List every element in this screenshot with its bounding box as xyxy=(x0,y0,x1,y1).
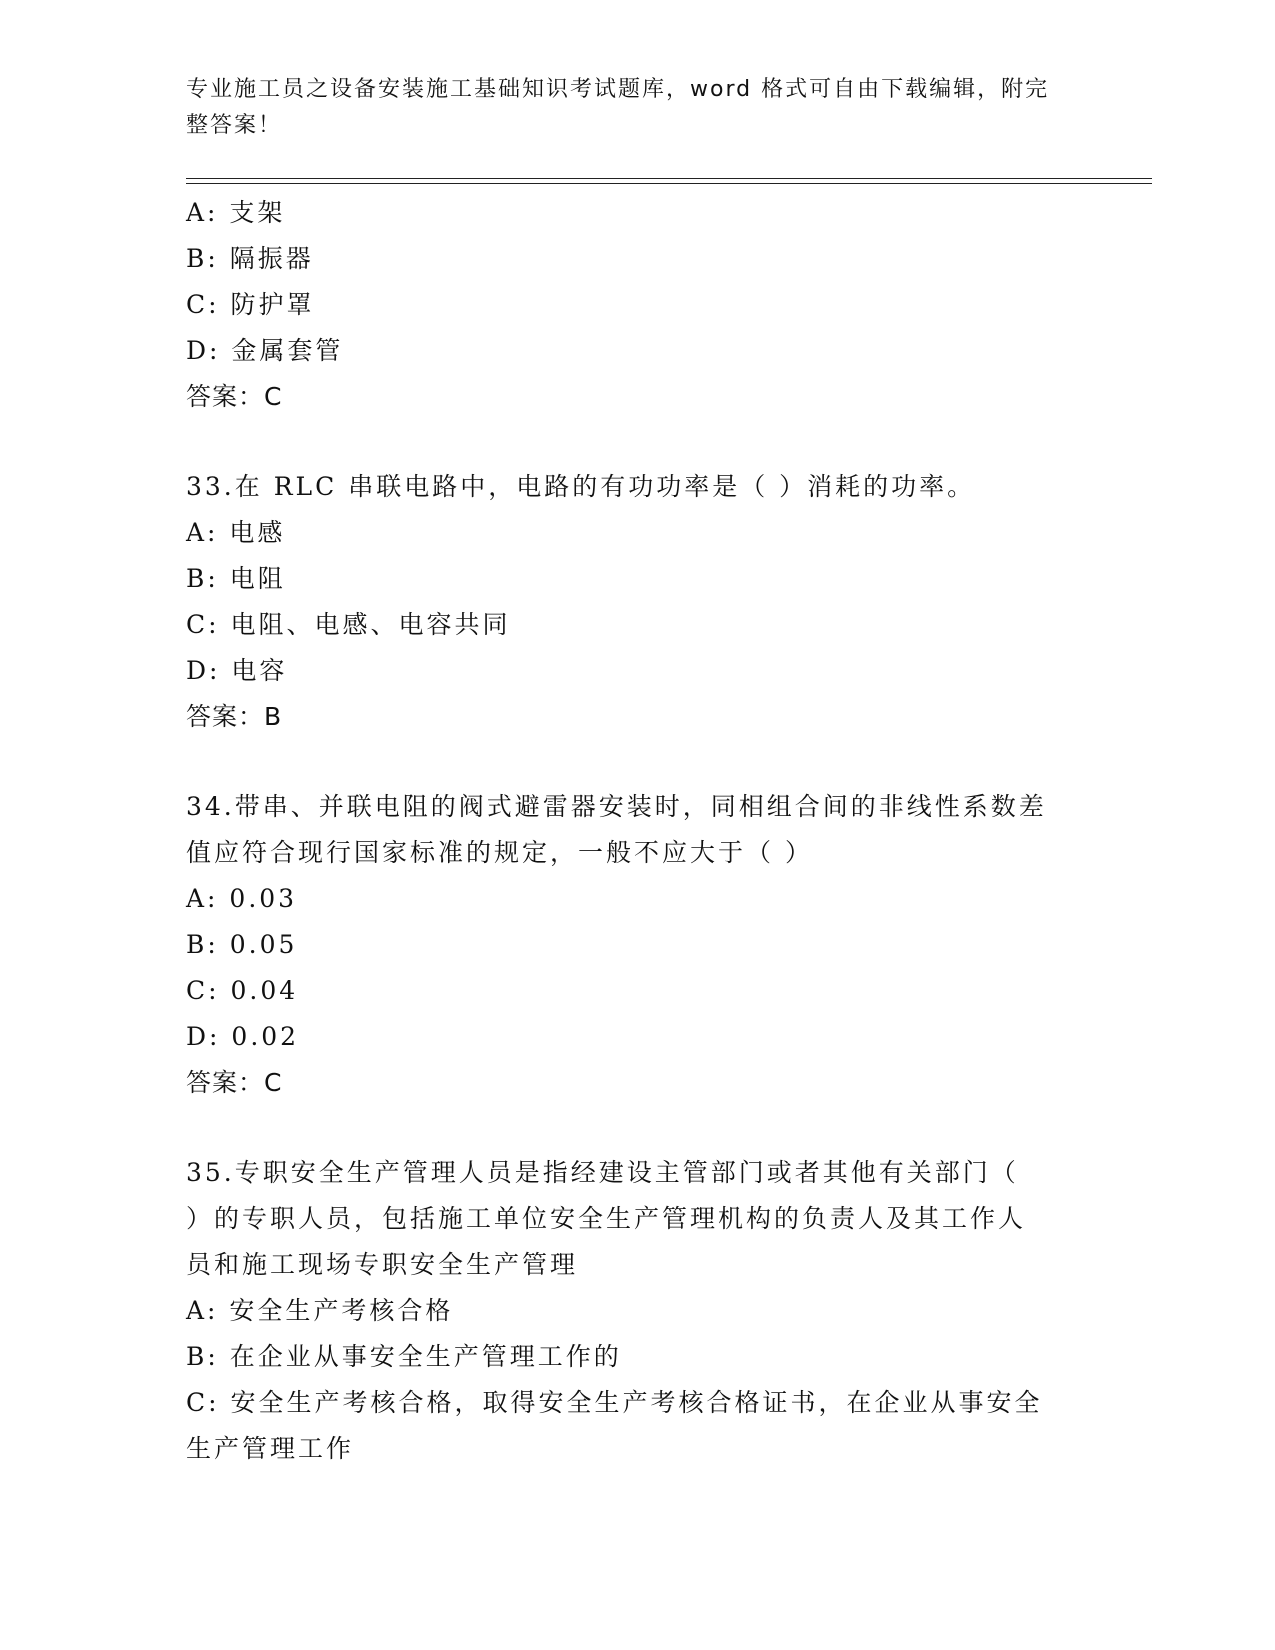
answer-label: 答案：C xyxy=(186,382,283,411)
option-c: C: 0.04 xyxy=(186,976,299,1005)
option-a: A: 0.03 xyxy=(186,884,298,913)
answer-label: 答案：B xyxy=(186,702,283,731)
option-c: C: 安全生产考核合格，取得安全生产考核合格证书，在企业从事安全 xyxy=(186,1388,1043,1417)
option-b: B: 电阻 xyxy=(186,564,286,593)
option-d: D: 金属套管 xyxy=(186,336,344,365)
option-c-continued: 生产管理工作 xyxy=(186,1434,355,1463)
question-stem: 33.在 RLC 串联电路中，电路的有功功率是（ ）消耗的功率。 xyxy=(186,472,976,501)
spacer xyxy=(186,740,1086,784)
spacer xyxy=(186,420,1086,464)
option-b: B: 0.05 xyxy=(186,930,298,959)
question-stem-line-3: 员和施工现场专职安全生产管理 xyxy=(186,1250,579,1279)
option-b: B: 隔振器 xyxy=(186,244,314,273)
document-header xyxy=(186,72,1066,144)
header-divider-top xyxy=(186,178,1152,179)
option-a: A: 电感 xyxy=(186,518,286,547)
question-block-34 xyxy=(186,784,1086,1106)
question-stem-line-2: 值应符合现行国家标准的规定，一般不应大于（ ） xyxy=(186,838,813,867)
question-list xyxy=(186,190,1086,1472)
question-stem-line-1: 34.带串、并联电阻的阀式避雷器安装时，同相组合间的非线性系数差 xyxy=(186,792,1047,821)
header-title: 专业施工员之设备安装施工基础知识考试题库，word 格式可自由下载编辑，附完整答案！ xyxy=(186,77,1050,138)
option-c: C: 防护罩 xyxy=(186,290,315,319)
option-a: A: 支架 xyxy=(186,198,286,227)
question-stem-line-1: 35.专职安全生产管理人员是指经建设主管部门或者其他有关部门（ xyxy=(186,1158,1019,1187)
option-d: D: 电容 xyxy=(186,656,288,685)
question-block-35 xyxy=(186,1150,1086,1472)
spacer xyxy=(186,1106,1086,1150)
answer-label: 答案：C xyxy=(186,1068,283,1097)
question-block-33 xyxy=(186,464,1086,740)
option-b: B: 在企业从事安全生产管理工作的 xyxy=(186,1342,622,1371)
header-divider-bottom xyxy=(186,183,1152,184)
question-block-prev xyxy=(186,190,1086,420)
option-a: A: 安全生产考核合格 xyxy=(186,1296,454,1325)
option-d: D: 0.02 xyxy=(186,1022,300,1051)
option-c: C: 电阻、电感、电容共同 xyxy=(186,610,511,639)
question-stem-line-2: ）的专职人员，包括施工单位安全生产管理机构的负责人及其工作人 xyxy=(186,1204,1027,1233)
